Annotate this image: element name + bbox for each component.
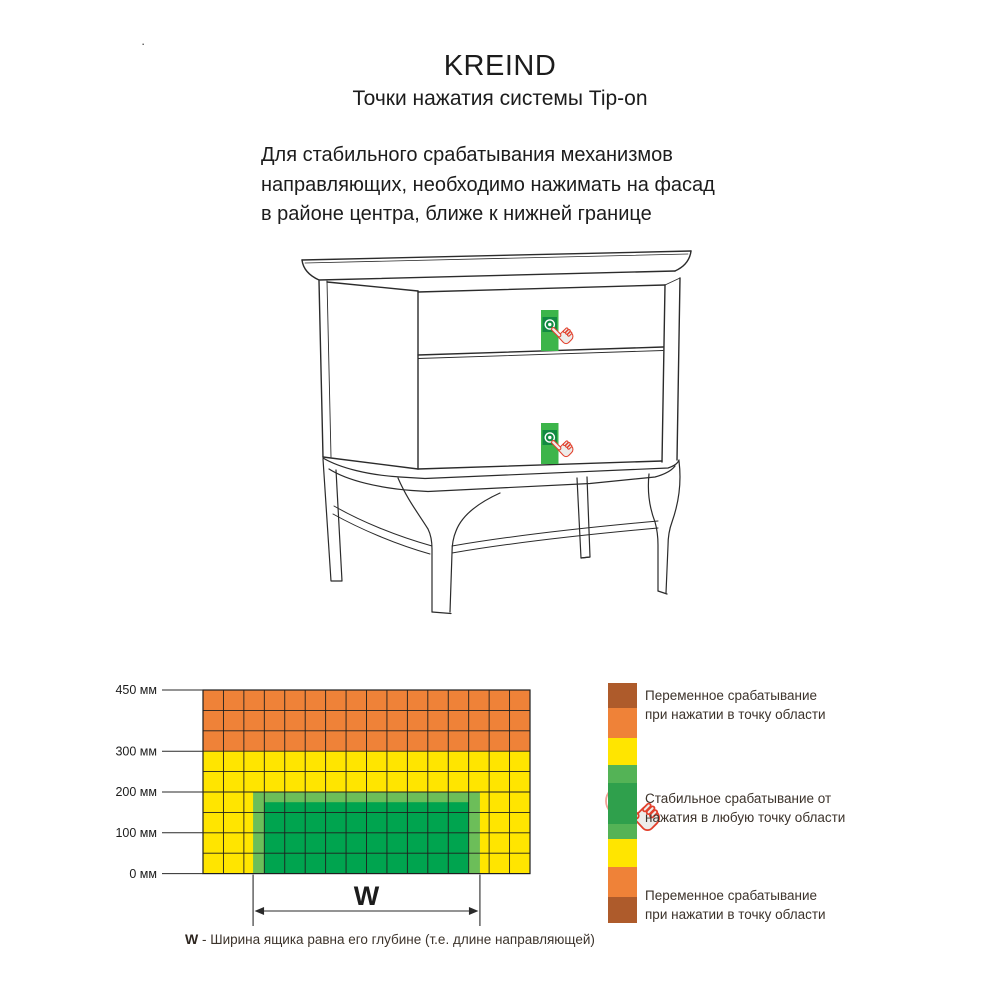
- y-tick-label: 300 мм: [115, 744, 157, 759]
- y-tick-label: 200 мм: [115, 785, 157, 800]
- page-subtitle: Точки нажатия системы Tip-on: [352, 87, 648, 110]
- press-zone-chart: [115, 683, 530, 926]
- y-tick-label: 450 мм: [115, 683, 157, 698]
- width-marker-label: W: [353, 881, 380, 911]
- intro-line-3: в районе центра, ближе к нижней границе: [261, 203, 652, 225]
- y-tick-label: 0 мм: [129, 866, 157, 881]
- page-title: KREIND: [443, 50, 557, 82]
- caption-w-symbol: W: [185, 931, 199, 947]
- legend-entry-variable-top: Переменное срабатывание при нажатии в точку области: [645, 688, 826, 722]
- chart-caption: W - Ширина ящика равна его глубине (т.е. длине направляющей): [185, 931, 595, 947]
- legend-entry-stable: Стабильное срабатывание от нажатия в любую точку области: [645, 791, 846, 825]
- nightstand-body: [319, 278, 680, 469]
- intro-line-2: направляющих, необходимо нажимать на фасад: [261, 173, 715, 196]
- nightstand-illustration: [302, 251, 691, 614]
- width-marker: [253, 875, 480, 926]
- stray-mark: ·: [141, 36, 146, 51]
- legend-bar-segment-variable-brown: [608, 683, 637, 708]
- legend-bar-segment-variable-orange: [608, 708, 637, 738]
- legend-bar-segment-variable-orange-2: [608, 867, 637, 897]
- press-point-drawer-2: [541, 423, 576, 464]
- legend-bar-segment-variable-brown-2: [608, 897, 637, 923]
- chart-y-axis: [115, 683, 203, 881]
- nightstand-top-molding: [302, 251, 691, 280]
- y-tick-label: 100 мм: [115, 826, 157, 840]
- press-point-drawer-1: [541, 310, 576, 351]
- legend-target-zone: [608, 783, 637, 824]
- legend-bar-segment-caution-yellow-2: [608, 839, 637, 867]
- nightstand-base-and-legs: [323, 458, 680, 614]
- legend-bar-segment-caution-yellow: [608, 738, 637, 765]
- legend-entry-variable-bottom: Переменное срабатывание при нажатии в точку области: [645, 888, 826, 922]
- intro-line-1: Для стабильного срабатывания механизмов: [261, 144, 673, 166]
